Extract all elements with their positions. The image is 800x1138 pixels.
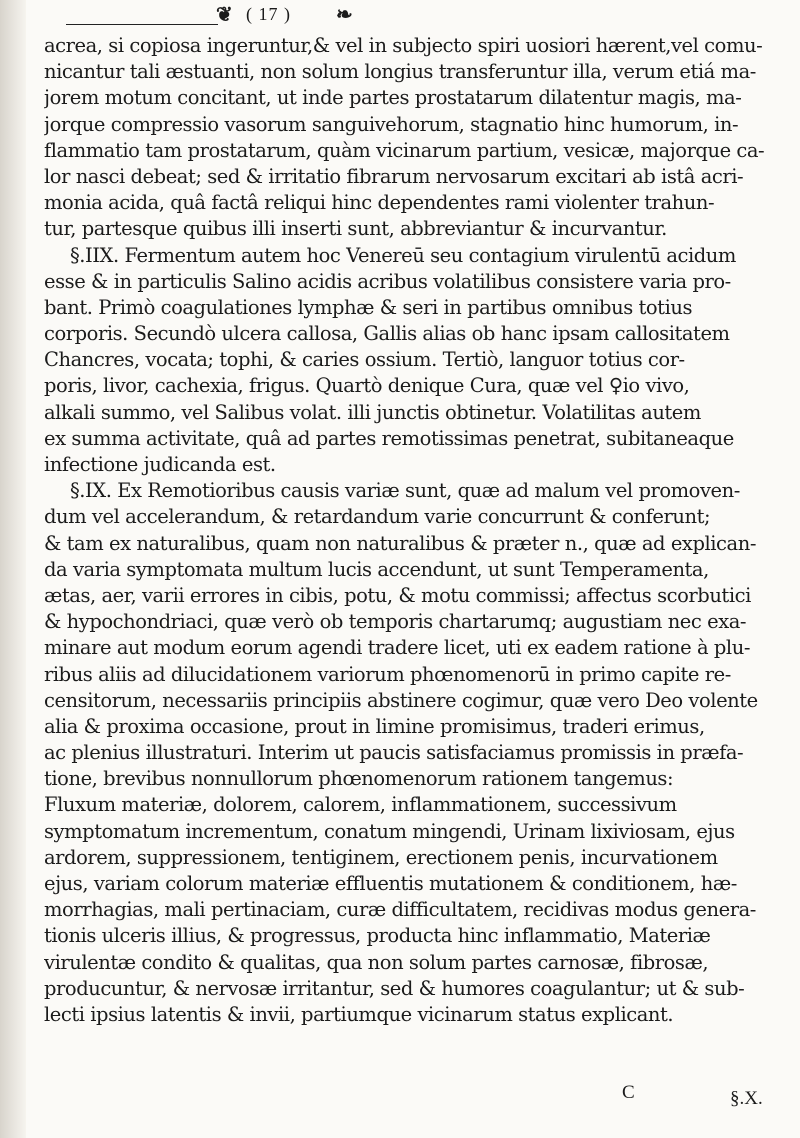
text-line: ribus aliis ad dilucidationem variorum phœnomenorū in primo capite re-	[44, 662, 731, 686]
text-line: jorque compressio vasorum sanguivehorum, stagnatio hinc humorum, in-	[44, 112, 739, 136]
text-line: minare aut modum eorum agendi tradere licet, uti ex eadem ratione à plu-	[44, 636, 750, 660]
text-line: da varia symptomata multum lucis accendunt, ut sunt Temperamenta,	[44, 557, 709, 581]
page-number: ( 17 )	[246, 4, 291, 24]
text-line: nicantur tali æstuanti, non solum longius transferuntur illa, verum etiá ma-	[44, 60, 756, 84]
text-line: ac plenius illustraturi. Interim ut paucis satisfaciamus promissis in præfa-	[44, 741, 744, 765]
text-line: infectione judicanda est.	[44, 453, 276, 476]
text-line: flammatio tam prostatarum, quàm vicinarum partium, vesicæ, majorque ca-	[44, 138, 765, 162]
text-line: Fluxum materiæ, dolorem, calorem, inflammationem, successivum	[44, 793, 677, 817]
text-line: symptomatum incrementum, conatum mingendi, Urinam lixiviosam, ejus	[44, 819, 735, 843]
text-line: §.IIX. Fermentum autem hoc Venereū seu contagium virulentū acidum	[70, 243, 736, 267]
text-line: Chancres, vocata; tophi, & caries ossium. Tertiò, languor totius cor-	[44, 348, 685, 372]
text-line: lor nasci debeat; sed & irritatio fibrarum nervosarum excitari ab istâ acri-	[44, 164, 744, 188]
text-line: alia & proxima occasione, prout in limine promisimus, traderi erimus,	[44, 714, 705, 738]
catchword: §.X.	[730, 1088, 763, 1109]
text-line: virulentæ condito & qualitas, qua non solum partes carnosæ, fibrosæ,	[44, 950, 709, 974]
text-line: esse & in particulis Salino acidis acribus volatilibus consistere varia pro-	[44, 269, 731, 293]
text-line: tionis ulceris illius, & progressus, producta hinc inflammatio, Materiæ	[44, 924, 711, 948]
text-line: ejus, variam colorum materiæ effluentis mutationem & conditionem, hæ-	[44, 872, 737, 895]
text-line: poris, livor, cachexia, frigus. Quartò denique Cura, quæ vel ♀io vivo,	[44, 374, 690, 398]
text-line: monia acida, quâ factâ reliqui hinc dependentes rami violenter trahun-	[44, 191, 715, 215]
text-line: lecti ipsius latentis & invii, partiumque vicinarum status explicant.	[44, 1002, 674, 1026]
page-header	[0, 2, 800, 32]
fleuron-left-icon: ❦	[216, 4, 233, 26]
text-line: alkali summo, vel Salibus volat. illi junctis obtinetur. Volatilitas autem	[44, 400, 701, 424]
body-text	[44, 33, 794, 1028]
header-rule	[66, 24, 218, 25]
text-line: tur, partesque quibus illi inserti sunt, abbreviantur & incurvantur.	[44, 217, 667, 241]
binding-gutter-shadow	[0, 0, 26, 1138]
text-line: acrea, si copiosa ingeruntur,& vel in subjecto spiri uosiori hærent,vel comu-	[44, 34, 763, 57]
text-line: & hypochondriaci, quæ verò ob temporis chartarumq; augustiam nec exa-	[44, 610, 747, 634]
text-line: & tam ex naturalibus, quam non naturalibus & præter n., quæ ad explican-	[44, 531, 756, 555]
text-line: tione, brevibus nonnullorum phœnomenorum rationem tangemus:	[44, 767, 674, 791]
signature-mark: C	[622, 1082, 635, 1103]
text-line: producuntur, & nervosæ irritantur, sed & humores coagulantur; ut & sub-	[44, 976, 745, 1000]
text-line: ætas, aer, varii errores in cibis, potu, & motu commissi; affectus scorbutici	[44, 583, 751, 607]
text-line: ex summa activitate, quâ ad partes remotissimas penetrat, subitaneaque	[44, 426, 734, 450]
page-footer	[0, 1082, 800, 1122]
text-line: jorem motum concitant, ut inde partes prostatarum dilatentur magis, ma-	[44, 86, 742, 110]
text-line: corporis. Secundò ulcera callosa, Gallis alias ob hanc ipsam callositatem	[44, 322, 730, 346]
text-line: bant. Primò coagulationes lymphæ & seri in partibus omnibus totius	[44, 295, 693, 319]
text-line: ardorem, suppressionem, tentiginem, erectionem penis, incurvationem	[44, 845, 718, 869]
text-line: censitorum, necessariis principiis abstinere cogimur, quæ vero Deo volente	[44, 688, 758, 712]
text-line: dum vel accelerandum, & retardandum varie concurrunt & conferunt;	[44, 505, 711, 529]
fleuron-right-icon: ❧	[336, 4, 353, 26]
text-line: §.IX. Ex Remotioribus causis variæ sunt, quæ ad malum vel promoven-	[70, 479, 740, 503]
text-line: morrhagias, mali pertinaciam, curæ difficultatem, recidivas modus genera-	[44, 898, 756, 922]
